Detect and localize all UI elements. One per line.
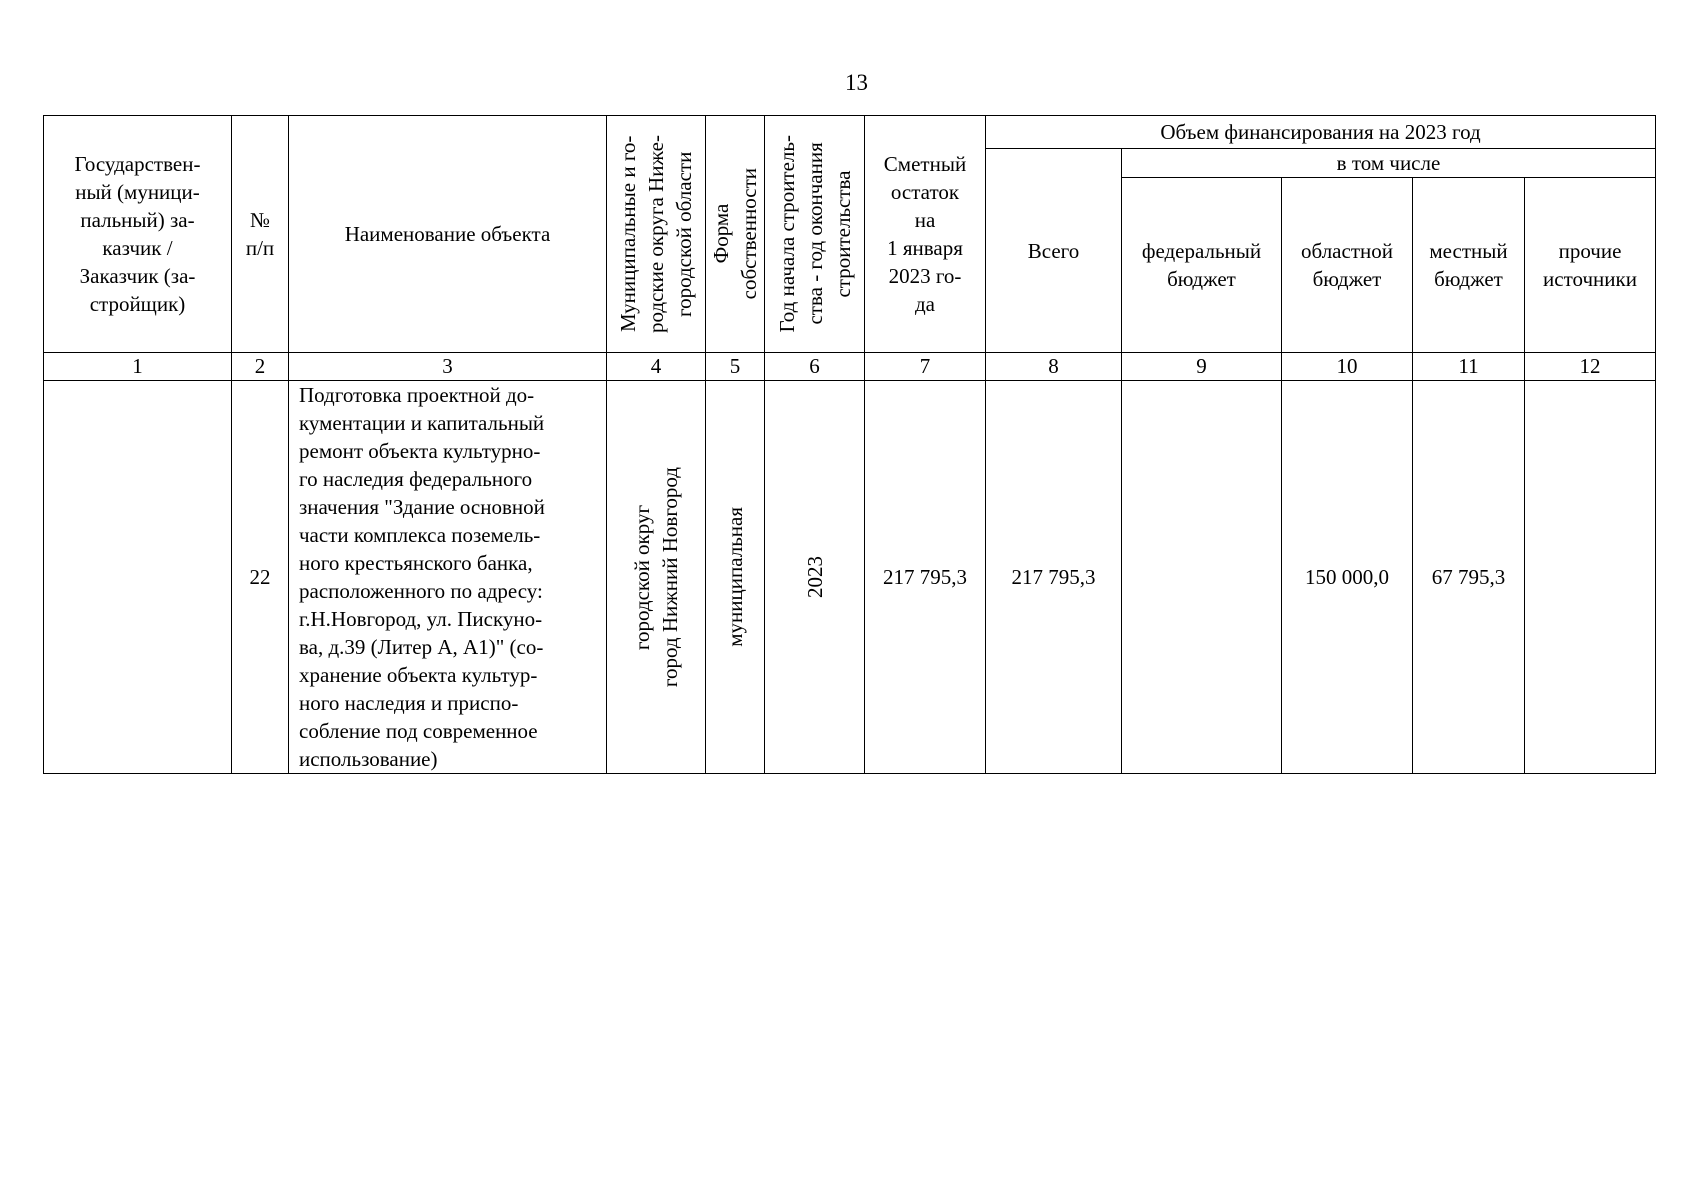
row-district: городской округ город Нижний Новгород <box>630 466 682 688</box>
header-funding-group: Объем финансирования на 2023 год <box>986 116 1656 149</box>
header-years: Год начала строитель- ства - год окончания строительства <box>774 135 855 333</box>
header-estimated-balance: Сметный остаток на 1 января 2023 го- да <box>865 116 986 353</box>
column-number: 1 <box>44 353 232 381</box>
header-ownership: Форма собственности <box>709 168 761 300</box>
row-total: 217 795,3 <box>986 381 1122 774</box>
column-number: 2 <box>232 353 289 381</box>
header-district: Муниципальные и го- родские округа Ниже- городской области <box>616 135 696 333</box>
column-number: 12 <box>1525 353 1656 381</box>
row-number: 22 <box>232 381 289 774</box>
column-number: 5 <box>706 353 765 381</box>
row-ownership: муниципальная <box>723 507 747 647</box>
row-federal <box>1122 381 1282 774</box>
row-regional: 150 000,0 <box>1282 381 1413 774</box>
row-customer <box>44 381 232 774</box>
header-regional: областной бюджет <box>1282 178 1413 353</box>
row-other <box>1525 381 1656 774</box>
column-number: 3 <box>289 353 607 381</box>
row-estimated-balance: 217 795,3 <box>865 381 986 774</box>
row-district-cell <box>607 381 706 774</box>
row-years-cell <box>765 381 865 774</box>
header-number: № п/п <box>232 116 289 353</box>
row-local: 67 795,3 <box>1413 381 1525 774</box>
header-local: местный бюджет <box>1413 178 1525 353</box>
header-ownership-cell <box>706 116 765 353</box>
header-object-name: Наименование объекта <box>289 116 607 353</box>
table-row <box>44 381 1656 774</box>
row-object-name: Подготовка проектной до- кументации и капитальный ремонт объекта культурно- го наследия федерального значения "Здание основной части комплекса поземель- ного крестьянского банка, расположенного по адресу: г.Н.Новгород, ул. Пискуно- ва, д.39 (Литер А, А1)" (со- хранение объекта культур- ного наследия и приспо- собление под современное использование) <box>289 381 607 774</box>
column-number: 4 <box>607 353 706 381</box>
column-number: 10 <box>1282 353 1413 381</box>
header-including: в том числе <box>1122 149 1656 178</box>
column-number: 7 <box>865 353 986 381</box>
financing-table <box>43 115 1656 774</box>
page-number: 13 <box>845 70 868 95</box>
column-number: 8 <box>986 353 1122 381</box>
header-other: прочие источники <box>1525 178 1656 353</box>
row-years: 2023 <box>802 556 827 598</box>
row-ownership-cell <box>706 381 765 774</box>
header-customer: Государствен- ный (муници- пальный) за- казчик / Заказчик (за- стройщик) <box>44 116 232 353</box>
header-years-cell <box>765 116 865 353</box>
header-total: Всего <box>986 149 1122 353</box>
column-number: 9 <box>1122 353 1282 381</box>
column-number: 6 <box>765 353 865 381</box>
column-number: 11 <box>1413 353 1525 381</box>
header-district-cell <box>607 116 706 353</box>
header-federal: федеральный бюджет <box>1122 178 1282 353</box>
